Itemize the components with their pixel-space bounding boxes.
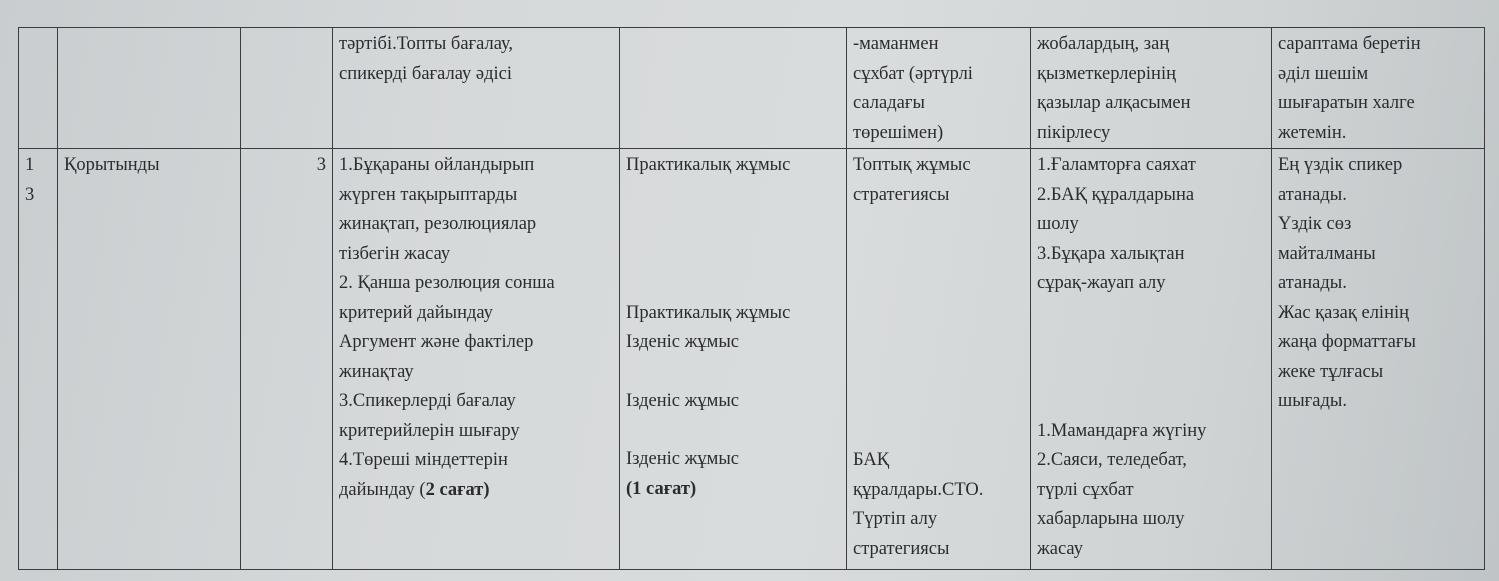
strategy-2: БАҚ құралдары.СТО. Түртіп алу стратегиясы <box>853 450 984 559</box>
cell-topic <box>58 28 241 149</box>
work-type-4: Ізденіс жұмыс <box>626 449 740 469</box>
cell-activity <box>1031 149 1272 570</box>
cell-hours <box>241 28 333 149</box>
cell-number: 1 3 <box>19 149 58 570</box>
activity-1: 1.Ғаламторға саяхат 2.БАҚ құралдарына шолу 3.Бұқара халықтан сұрақ-жауап алу <box>1037 155 1196 293</box>
table-row <box>19 149 1485 570</box>
table-row <box>19 28 1485 149</box>
strategy-1: Топтық жұмыс стратегиясы <box>853 155 971 205</box>
lesson-plan-table <box>18 27 1485 570</box>
cell-topic: Қорытынды <box>58 149 241 570</box>
cell-content <box>333 149 620 570</box>
cell-result: Ең үздік спикер атанады. Үздік сөз майталманы атанады. Жас қазақ елінің жаңа форматтағы жеке тұлғасы шығады. <box>1272 149 1485 570</box>
cell-number <box>19 28 58 149</box>
content-bold-text: 2 сағат) <box>425 479 490 500</box>
cell-strategy: -маманмен сұхбат (әртүрлі саладағы төрешімен) <box>847 28 1031 149</box>
content-text: 1.Бұқараны ойландырып жүрген тақырыптарды жинақтап, резолюциялар тізбегін жасау 2. Қанша резолюция сонша критерий дайындау Аргумент және фактілер жинақтау 3.Спикерлерді бағалау критерийлерін шығару 4.Төреші міндеттерін дайындау ( <box>339 155 555 500</box>
cell-strategy <box>847 149 1031 570</box>
cell-activity: жобалардың, заң қызметкерлерінің қазылар алқасымен пікірлесу <box>1031 28 1272 149</box>
activity-2: 1.Мамандарға жүгіну 2.Саяси, теледебат, түрлі сұхбат хабарларына шолу жасау <box>1037 420 1207 559</box>
cell-content: тәртібі.Топты бағалау, спикерді бағалау әдісі <box>333 28 620 149</box>
work-type-4-hours: (1 сағат) <box>626 478 697 499</box>
work-type-3: Ізденіс жұмыс <box>626 390 740 411</box>
work-type-2: Практикалық жұмыс Ізденіс жұмыс <box>626 302 791 352</box>
cell-result: сараптама беретін әділ шешім шығаратын халге жетемін. <box>1272 28 1485 149</box>
cell-hours: 3 <box>241 149 333 570</box>
work-type-1: Практикалық жұмыс <box>626 155 791 175</box>
cell-work-type <box>620 149 847 570</box>
cell-work-type <box>620 28 847 149</box>
